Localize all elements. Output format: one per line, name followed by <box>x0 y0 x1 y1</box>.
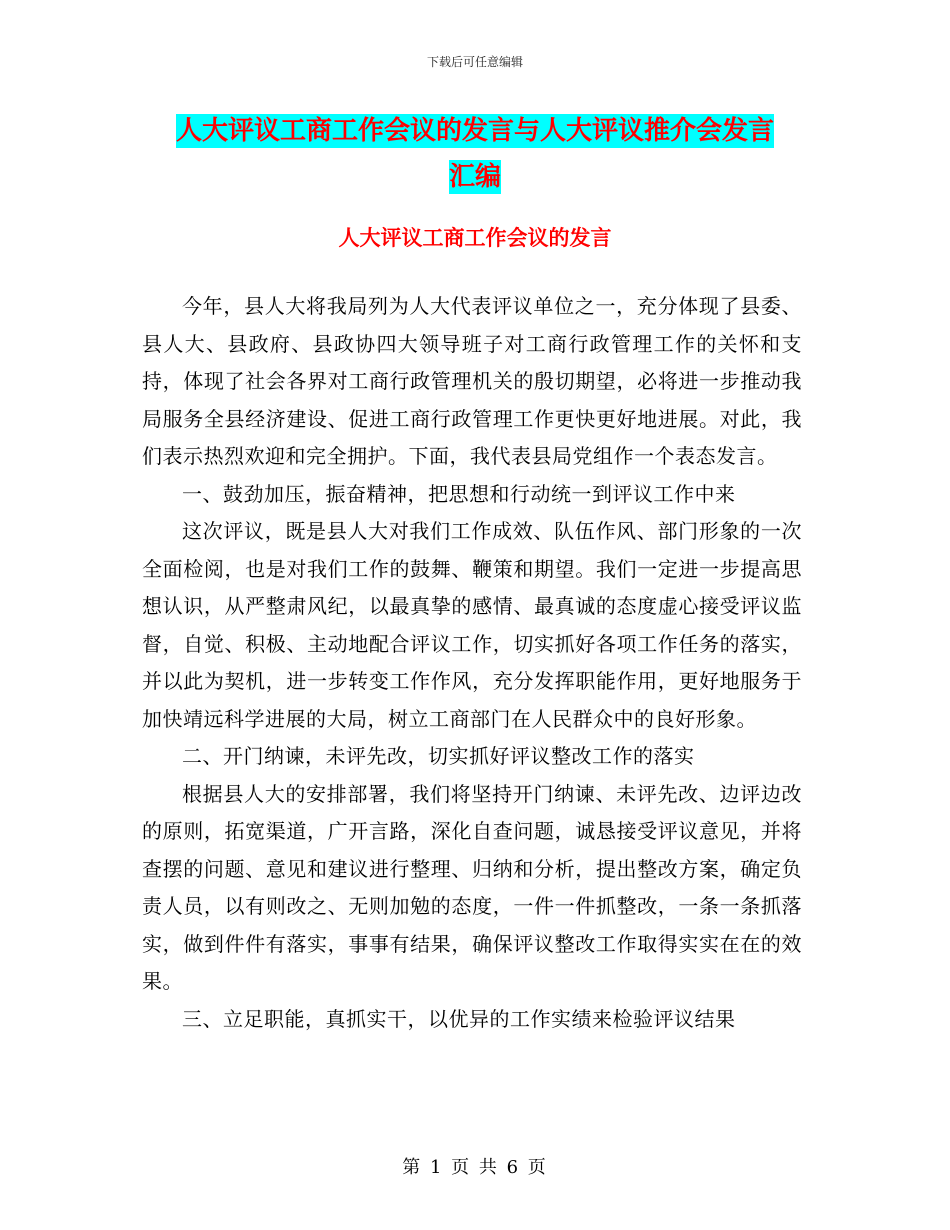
section-title: 人大评议工商工作会议的发言 <box>338 225 612 250</box>
body-text <box>142 288 802 1038</box>
title-line-1: 人大评议工商工作会议的发言与人大评议推介会发言 <box>175 116 774 146</box>
paragraph: 这次评议，既是县人大对我们工作成效、队伍作风、部门形象的一次全面检阅，也是对我们工作的鼓舞、鞭策和期望。我们一定进一步提高思想认识，从严整肃风纪，以最真挚的感情、最真诚的态度虚心接受评议监督，自觉、积极、主动地配合评议工作，切实抓好各项工作任务的落实，并以此为契机，进一步转变工作作风，充分发挥职能作用，更好地服务于加快靖远科学进展的大局，树立工商部门在人民群众中的良好形象。 <box>142 519 802 731</box>
paragraph: 根据县人大的安排部署，我们将坚持开门纳谏、未评先改、边评边改的原则，拓宽渠道，广开言路，深化自查问题，诚恳接受评议意见，并将查摆的问题、意见和建议进行整理、归纳和分析，提出整改方案，确定负责人员，以有则改之、无则加勉的态度，一件一件抓整改，一条一条抓落实，做到件件有落实，事事有结果，确保评议整改工作取得实实在在的效果。 <box>142 781 802 993</box>
paragraph-heading: 三、立足职能，真抓实干，以优异的工作实绩来检验评议结果 <box>182 1006 736 1031</box>
page-number-footer: 第 1 页 共 6 页 <box>402 1157 548 1178</box>
document-title <box>140 108 810 200</box>
paragraph-heading: 二、开门纳谏，未评先改，切实抓好评议整改工作的落实 <box>182 744 695 768</box>
title-line-2: 汇编 <box>448 162 501 192</box>
paragraph-heading: 一、鼓劲加压，振奋精神，把思想和行动统一到评议工作中来 <box>182 481 736 506</box>
paragraph: 今年，县人大将我局列为人大代表评议单位之一，充分体现了县委、县人大、县政府、县政协四大领导班子对工商行政管理工作的关怀和支持，体现了社会各界对工商行政管理机关的殷切期望，必将进一步推动我局服务全县经济建设、促进工商行政管理工作更快更好地进展。对此，我们表示热烈欢迎和完全拥护。下面，我代表县局党组作一个表态发言。 <box>142 294 802 468</box>
header-note: 下载后可任意编辑 <box>426 55 523 69</box>
